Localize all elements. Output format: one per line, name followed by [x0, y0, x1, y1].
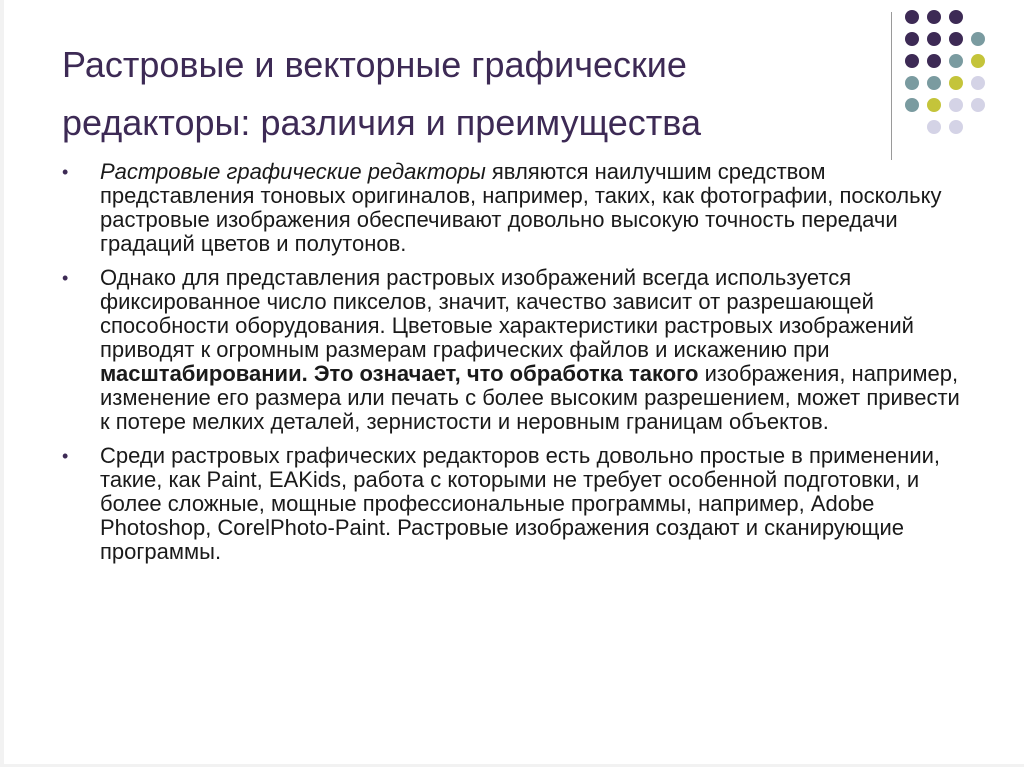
- slide-left-edge: [0, 0, 4, 767]
- decorative-dot-purple: [905, 32, 919, 46]
- bullet-2-text-before: Однако для представления растровых изображений всегда используется фиксированное число пикселов, значит, качество зависит от разрешающей способности оборудования. Цветовые характеристики растровых изображений приводят к огромным размерам графических файлов и искажению при: [100, 265, 914, 362]
- bullet-icon: •: [62, 446, 69, 466]
- bullet-icon: •: [62, 162, 69, 182]
- decorative-dot-purple: [949, 10, 963, 24]
- bullet-list: [60, 160, 960, 574]
- bullet-2-bold-text: масштабировании. Это означает, что обработка такого: [100, 361, 699, 386]
- decorative-dot-yellow: [971, 54, 985, 68]
- decorative-dot-yellow: [949, 76, 963, 90]
- title-divider-line: [891, 12, 892, 160]
- bullet-3-text: Среди растровых графических редакторов есть довольно простые в применении, такие, как Paint, EAKids, работа с которыми не требует особенной подготовки, и более сложные, мощные профессиональные программы, например, Adobe Photoshop, CorelPhoto-Paint. Растровые изображения создают и сканирующие программы.: [100, 443, 941, 564]
- decorative-dot-teal: [905, 76, 919, 90]
- decorative-dot-teal: [905, 98, 919, 112]
- decorative-dot-purple: [905, 10, 919, 24]
- decorative-dot-purple: [927, 54, 941, 68]
- decorative-dot-lavender: [949, 98, 963, 112]
- slide-title-line-1: Растровые и векторные графические: [62, 44, 687, 85]
- decorative-dot-teal: [971, 32, 985, 46]
- decorative-dot-lavender: [949, 120, 963, 134]
- decorative-dot-lavender: [927, 120, 941, 134]
- decorative-dot-yellow: [927, 98, 941, 112]
- bullet-icon: •: [62, 268, 69, 288]
- decorative-dot-lavender: [971, 76, 985, 90]
- slide-title: [62, 36, 862, 152]
- decorative-dot-grid: [905, 10, 1017, 165]
- decorative-dot-teal: [927, 76, 941, 90]
- bullet-item-3: [60, 444, 960, 564]
- bullet-1-italic-term: Растровые графические редакторы: [100, 159, 486, 184]
- decorative-dot-teal: [949, 54, 963, 68]
- decorative-dot-purple: [949, 32, 963, 46]
- decorative-dot-purple: [927, 32, 941, 46]
- decorative-dot-purple: [905, 54, 919, 68]
- decorative-dot-purple: [927, 10, 941, 24]
- bullet-item-1: [60, 160, 960, 256]
- bullet-1-text: являются наилучшим средством представления тоновых оригиналов, например, таких, как фотографии, поскольку растровые изображения обеспечивают довольно высокую точность передачи градаций цветов и полутонов.: [100, 159, 942, 256]
- bullet-2-text-after: изображения, например, изменение его размера или печать с более высоким разрешением, может привести к потере мелких деталей, зернистости и неровным границам объектов.: [100, 361, 960, 434]
- decorative-dot-lavender: [971, 98, 985, 112]
- bullet-item-2: [60, 266, 960, 434]
- slide-title-line-2: редакторы: различия и преимущества: [62, 102, 702, 143]
